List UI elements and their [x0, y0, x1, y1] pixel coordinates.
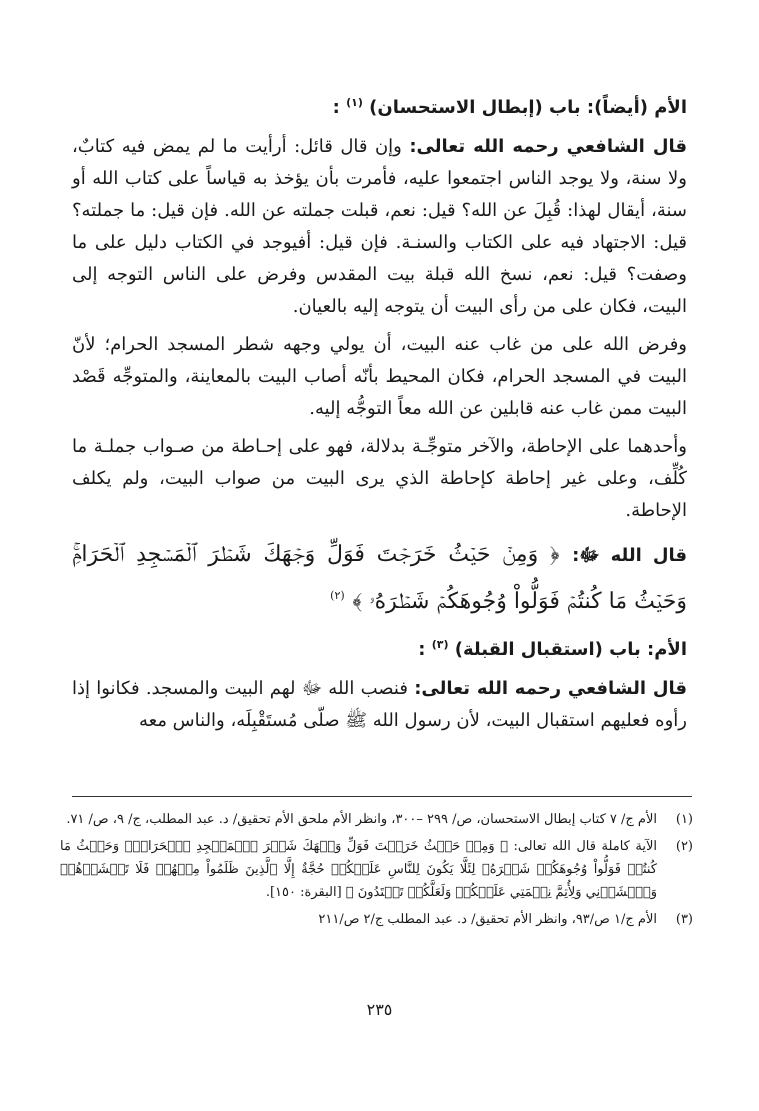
paragraph-text: فنصب الله ﷻ لهم البيت والمسجد. فكانوا إذا رأوه فعليهم استقبال البيت، لأن رسول الله ﷺ صلّى مُستَقْبِلَه، والناس معه [72, 678, 687, 731]
footnote-text: الآية كاملة قال الله تعالى: ﴿ وَمِنۡ حَيۡثُ خَرَجۡتَ فَوَلِّ وَجۡهَكَ شَطۡرَ ٱلۡمَسۡجِدِ ٱلۡحَرَامِۚ وَحَيۡثُ مَا كُنتُمۡ فَوَلُّواْ وُجُوهَكُمۡ شَطۡرَهُۥ لِئَلَّا يَكُونَ لِلنَّاسِ عَلَيۡكُمۡ حُجَّةٌ إِلَّا ٱلَّذِينَ ظَلَمُواْ مِنۡهُمۡ فَلَا تَخۡشَوۡهُمۡ وَٱخۡشَوۡنِي وَلِأُتِمَّ نِعۡمَتِي عَلَيۡكُمۡ وَلَعَلَّكُمۡ تَهۡتَدُونَ ﴾ [البقرة: ١٥٠]. [60, 839, 657, 900]
page-number: ٢٣٥ [366, 1000, 393, 1019]
footnote-number: (٣) [675, 912, 693, 927]
footnote-1 [60, 808, 693, 831]
footnote-number: (٢) [675, 839, 693, 854]
footnote-2 [60, 835, 693, 904]
footnote-number: (١) [675, 812, 693, 827]
footnote-ref-1: (١) [346, 96, 363, 109]
quran-verse [72, 533, 687, 622]
paragraph-4 [72, 673, 687, 737]
paragraph-1 [72, 131, 687, 323]
footnotes [60, 808, 693, 935]
section-heading-qibla [72, 630, 687, 665]
section-heading-istihsan [72, 88, 687, 123]
paragraph-text: وفرض الله على من غاب عنه البيت، أن يولي وجهه شطر المسجد الحرام؛ لأنّ البيت في المسجد الحرام، فكان المحيط بأنّه أصاب البيت بالمعاينة، والمتوجِّه قَصْد البيت ممن غاب عنه قابلين عن الله معاً التوجُّه إليه. [72, 334, 687, 419]
verse-lead: قال الله ﷻ: [572, 545, 687, 566]
heading-text: الأم: باب (استقبال القبلة) [454, 639, 687, 660]
paragraph-3 [72, 431, 687, 527]
paragraph-lead: قال الشافعي رحمه الله تعالى: [409, 136, 687, 157]
footnote-text: الأم ج/ ٧ كتاب إبطال الاستحسان، ص/ ٢٩٩ –٣٠٠، وانظر الأم ملحق الأم تحقيق/ د. عبد المطلب، ج/ ٩، ص/ ٧١. [66, 812, 657, 827]
footnote-ref-2: (٢) [330, 589, 345, 602]
paragraph-text: وإن قال قائل: أرأيت ما لم يمض فيه كتابٌ، ولا سنة، ولا يوجد الناس اجتمعوا عليه، فأمرت بأن يؤخذ به قياساً على كتاب الله أو سنة، أيقال لهذا: قُبِلَ عن الله؟ قيل: نعم، قبلت جملته عن الله. فإن قيل: ما جملته؟ قيل: الاجتهاد فيه على الكتاب والسنـة. فإن قيل: أفيوجد في الكتاب دليل على ما وصفت؟ قيل: نعم، نسخ الله قبلة بيت المقدس وفرض على الناس التوجه إلى البيت، فكان على من رأى البيت أن يتوجه إليه بالعيان. [72, 136, 687, 317]
footnote-separator [72, 796, 692, 797]
footnote-ref-3: (٣) [431, 638, 449, 651]
footnote-text: الأم ج/١ ص/٩٣، وانظر الأم تحقيق/ د. عبد المطلب ج/٢ ص/٢١١ [318, 912, 657, 927]
paragraph-2 [72, 329, 687, 425]
heading-colon: : [418, 639, 426, 660]
heading-colon: : [332, 97, 340, 118]
footnote-3 [60, 908, 693, 931]
paragraph-lead: قال الشافعي رحمه الله تعالى: [414, 678, 688, 699]
verse-text: ﴿ وَمِنۡ حَيۡثُ خَرَجۡتَ فَوَلِّ وَجۡهَكَ شَطۡرَ ٱلۡمَسۡجِدِ ٱلۡحَرَامِۚ وَحَيۡثُ مَا كُنتُمۡ فَوَلُّواْ وُجُوهَكُمۡ شَطۡرَهُۥ ﴾ [72, 542, 687, 614]
paragraph-text: وأحدهما على الإحاطة، والآخر متوجِّـة بدلالة، فهو على إحـاطة من صـواب جملـة ما كُلِّف، وعلى غير إحاطة كإحاطة الذي يرى البيت من صواب البيت، ولم يكلف الإحاطة. [72, 436, 687, 521]
heading-text: الأم (أيضاً): باب (إبطال الاستحسان) [369, 97, 687, 118]
main-text [72, 88, 687, 743]
